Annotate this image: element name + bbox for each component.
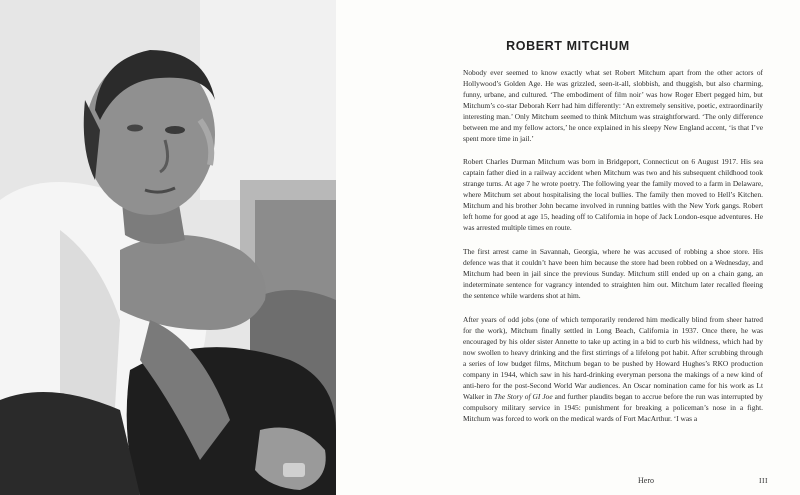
- portrait-photo: [0, 0, 336, 495]
- paragraph-3: The first arrest came in Savannah, Georgia, where he was accused of robbing a shoe store. His defence was that it couldn’t have been him because the store had been robbed on a Wednesday, and Mitchum had been in jail since the previous Sunday. Mitchum still ended up on a chain gang, an indeterminate sentence for vagrancy intended to straighten him out. Mitchum later recalled fleeing the sentence while wardens shot at him.: [463, 247, 763, 300]
- paragraph-4-text-a: After years of odd jobs (one of which temporarily rendered him medically blind from sheer hatred for the work), Mitchum finally settled in Long Beach, California in 1937. Once there, he was encouraged by his older sister Annette to take up acting in a bid to curb his wildness, which had by now swollen to heavy drinking and the first stirrings of a lifelong pot habit. After scrubbing through a series of low budget films, Mitchum began to be pushed by Howard Hughes’s RKO production company in 1944, which saw in his hard-drinking everyman persona the makings of a new kind of anti-hero for the post-Second World War audiences. An Oscar nomination came for his work as Lt Walker in: [463, 315, 763, 401]
- paragraph-2: Robert Charles Durman Mitchum was born in Bridgeport, Connecticut on 6 August 1917. His sea captain father died in a railway accident when Mitchum was two and his subsequent childhood took strange turns. At age 7 he wrote poetry. The following year the family moved to a farm in Delaware, where Mitchum set about hospitalising the local bullies. The family then moved to Hell’s Kitchen. Mitchum and his brother John became involved in running battles with the New York gangs. Robert left home for good at age 15, heading off to California in hope of Jack London-esque adventures. He was arrested multiple times en route.: [463, 157, 763, 232]
- paragraph-4-text-b: and further plaudits began to accrue before the run was interrupted by compulsory military service in 1945: punishment for breaking a policeman’s nose in a fight. Mitchum was forced to work on the medical wards of Fort MacArthur. ‘I was a: [463, 392, 763, 423]
- page-number: III: [759, 476, 768, 485]
- text-page: [336, 0, 800, 495]
- body-text: [463, 67, 763, 436]
- paragraph-1: Nobody ever seemed to know exactly what set Robert Mitchum apart from the other actors of Hollywood’s Golden Age. He was grizzled, seen-it-all, slobbish, and thuggish, but also charming, funny, urbane, and cultured. ‘The embodiment of film noir’ was how Roger Ebert pegged him, but Mitchum’s co-star Deborah Kerr had him differently: ‘An extremely sensitive, poetic, extraordinarily interesting man.’ Only Mitchum seemed to think Mitchum was straightforward. ‘The only difference between me and my fellow actors,’ he once explained in his sleepy New England accent, ‘is that I’ve spent more time in jail.’: [463, 68, 763, 143]
- film-title: The Story of GI Joe: [493, 392, 553, 401]
- portrait-illustration: [0, 0, 336, 495]
- page-title: ROBERT MITCHUM: [506, 39, 630, 53]
- running-footer-title: Hero: [638, 476, 654, 485]
- paragraph-4: [463, 314, 763, 424]
